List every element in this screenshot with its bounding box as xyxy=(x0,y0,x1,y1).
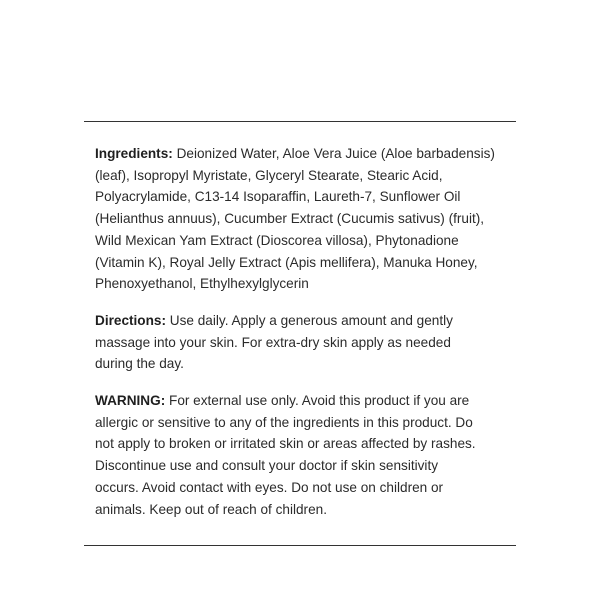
ingredients-line: (leaf), Isopropyl Myristate, Glyceryl Stearate, Stearic Acid, xyxy=(95,167,443,183)
warning-text: For external use only. Avoid this product if you are xyxy=(165,393,470,409)
warning-label: WARNING: xyxy=(95,393,166,409)
warning-section xyxy=(95,390,517,520)
ingredients-line xyxy=(95,143,517,165)
warning-line xyxy=(95,390,517,412)
ingredients-line: Wild Mexican Yam Extract (Dioscorea villosa), Phytonadione xyxy=(95,232,459,248)
directions-line xyxy=(95,310,517,332)
ingredients-line: Phenoxyethanol, Ethylhexylglycerin xyxy=(95,276,309,292)
directions-line: during the day. xyxy=(95,356,184,372)
ingredients-line: (Vitamin K), Royal Jelly Extract (Apis mellifera), Manuka Honey, xyxy=(95,254,478,270)
top-divider xyxy=(84,121,516,122)
directions-line: massage into your skin. For extra-dry skin apply as needed xyxy=(95,334,451,350)
directions-text: Use daily. Apply a generous amount and gently xyxy=(166,312,453,328)
directions-section xyxy=(95,310,517,375)
ingredients-line: Polyacrylamide, C13-14 Isoparaffin, Laureth-7, Sunflower Oil xyxy=(95,189,461,205)
ingredients-text: Deionized Water, Aloe Vera Juice (Aloe barbadensis) xyxy=(172,146,495,161)
ingredients-label: Ingredients: xyxy=(95,146,173,161)
warning-line: occurs. Avoid contact with eyes. Do not use on children or xyxy=(95,479,444,495)
ingredients-line: (Helianthus annuus), Cucumber Extract (Cucumis sativus) (fruit), xyxy=(95,211,485,227)
bottom-divider xyxy=(84,545,516,546)
warning-line: allergic or sensitive to any of the ingredients in this product. Do xyxy=(95,414,473,430)
ingredients-section xyxy=(95,143,517,295)
warning-line: not apply to broken or irritated skin or areas affected by rashes. xyxy=(95,436,476,452)
directions-label: Directions: xyxy=(95,312,167,328)
warning-line: Discontinue use and consult your doctor if skin sensitivity xyxy=(95,458,439,474)
product-info-panel xyxy=(95,143,517,535)
warning-line: animals. Keep out of reach of children. xyxy=(95,501,327,517)
